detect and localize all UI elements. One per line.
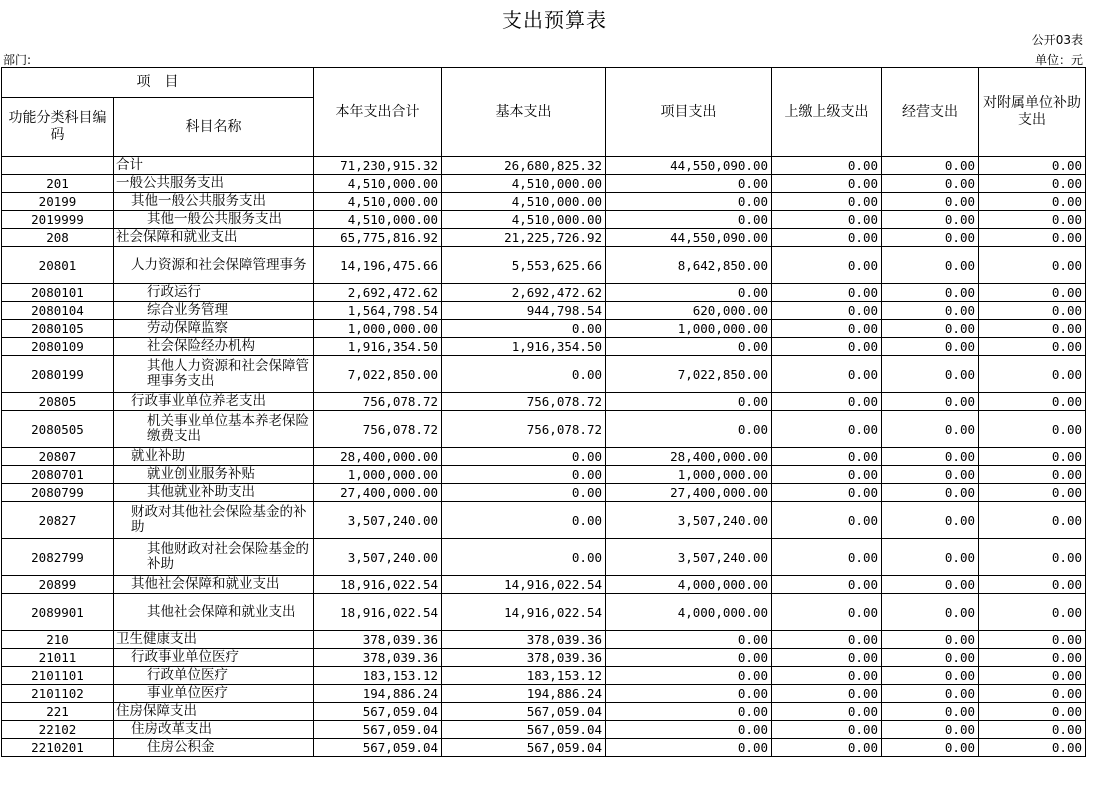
subject-name: 劳动保障监察 bbox=[114, 320, 314, 338]
subject-name: 财政对其他社会保险基金的补助 bbox=[114, 502, 314, 539]
upper-value: 0.00 bbox=[772, 466, 882, 484]
basic-value: 0.00 bbox=[442, 320, 606, 338]
total-value: 4,510,000.00 bbox=[314, 193, 442, 211]
upper-value: 0.00 bbox=[772, 631, 882, 649]
project-value: 27,400,000.00 bbox=[606, 484, 772, 502]
total-value: 3,507,240.00 bbox=[314, 502, 442, 539]
business-value: 0.00 bbox=[882, 649, 979, 667]
total-value: 3,507,240.00 bbox=[314, 539, 442, 576]
upper-value: 0.00 bbox=[772, 320, 882, 338]
table-row bbox=[2, 739, 1086, 757]
total-value: 4,510,000.00 bbox=[314, 175, 442, 193]
business-value: 0.00 bbox=[882, 302, 979, 320]
total-value: 18,916,022.54 bbox=[314, 594, 442, 631]
subject-name: 人力资源和社会保障管理事务 bbox=[114, 247, 314, 284]
business-value: 0.00 bbox=[882, 703, 979, 721]
subject-code: 2019999 bbox=[2, 211, 114, 229]
subsidy-value: 0.00 bbox=[979, 284, 1086, 302]
subsidy-value: 0.00 bbox=[979, 411, 1086, 448]
subject-name: 合计 bbox=[114, 157, 314, 175]
upper-value: 0.00 bbox=[772, 703, 882, 721]
header-upper: 上缴上级支出 bbox=[772, 68, 882, 157]
project-value: 7,022,850.00 bbox=[606, 356, 772, 393]
basic-value: 0.00 bbox=[442, 466, 606, 484]
total-value: 1,000,000.00 bbox=[314, 466, 442, 484]
total-value: 2,692,472.62 bbox=[314, 284, 442, 302]
table-row bbox=[2, 484, 1086, 502]
basic-value: 4,510,000.00 bbox=[442, 175, 606, 193]
subsidy-value: 0.00 bbox=[979, 393, 1086, 411]
budget-table bbox=[1, 67, 1086, 757]
subject-name: 机关事业单位基本养老保险缴费支出 bbox=[114, 411, 314, 448]
total-value: 567,059.04 bbox=[314, 703, 442, 721]
subsidy-value: 0.00 bbox=[979, 667, 1086, 685]
project-value: 44,550,090.00 bbox=[606, 229, 772, 247]
basic-value: 0.00 bbox=[442, 539, 606, 576]
project-value: 4,000,000.00 bbox=[606, 576, 772, 594]
subsidy-value: 0.00 bbox=[979, 247, 1086, 284]
table-row bbox=[2, 356, 1086, 393]
subsidy-value: 0.00 bbox=[979, 175, 1086, 193]
subject-name: 其他社会保障和就业支出 bbox=[114, 594, 314, 631]
project-value: 3,507,240.00 bbox=[606, 502, 772, 539]
subject-code: 2101102 bbox=[2, 685, 114, 703]
upper-value: 0.00 bbox=[772, 484, 882, 502]
subsidy-value: 0.00 bbox=[979, 356, 1086, 393]
basic-value: 14,916,022.54 bbox=[442, 576, 606, 594]
subject-name: 社会保障和就业支出 bbox=[114, 229, 314, 247]
basic-value: 14,916,022.54 bbox=[442, 594, 606, 631]
table-row bbox=[2, 284, 1086, 302]
business-value: 0.00 bbox=[882, 393, 979, 411]
project-value: 0.00 bbox=[606, 211, 772, 229]
table-row bbox=[2, 411, 1086, 448]
subject-code: 2080101 bbox=[2, 284, 114, 302]
upper-value: 0.00 bbox=[772, 649, 882, 667]
total-value: 14,196,475.66 bbox=[314, 247, 442, 284]
total-value: 1,916,354.50 bbox=[314, 338, 442, 356]
basic-value: 4,510,000.00 bbox=[442, 211, 606, 229]
project-value: 0.00 bbox=[606, 193, 772, 211]
upper-value: 0.00 bbox=[772, 539, 882, 576]
upper-value: 0.00 bbox=[772, 502, 882, 539]
business-value: 0.00 bbox=[882, 594, 979, 631]
subject-name: 综合业务管理 bbox=[114, 302, 314, 320]
subject-name: 其他财政对社会保险基金的补助 bbox=[114, 539, 314, 576]
total-value: 27,400,000.00 bbox=[314, 484, 442, 502]
business-value: 0.00 bbox=[882, 211, 979, 229]
subsidy-value: 0.00 bbox=[979, 484, 1086, 502]
project-value: 0.00 bbox=[606, 284, 772, 302]
basic-value: 378,039.36 bbox=[442, 631, 606, 649]
table-row bbox=[2, 649, 1086, 667]
subject-code: 2101101 bbox=[2, 667, 114, 685]
subsidy-value: 0.00 bbox=[979, 594, 1086, 631]
business-value: 0.00 bbox=[882, 631, 979, 649]
total-value: 7,022,850.00 bbox=[314, 356, 442, 393]
basic-value: 756,078.72 bbox=[442, 411, 606, 448]
table-row bbox=[2, 175, 1086, 193]
subsidy-value: 0.00 bbox=[979, 721, 1086, 739]
business-value: 0.00 bbox=[882, 667, 979, 685]
business-value: 0.00 bbox=[882, 576, 979, 594]
project-value: 28,400,000.00 bbox=[606, 448, 772, 466]
business-value: 0.00 bbox=[882, 284, 979, 302]
subject-name: 其他人力资源和社会保障管理事务支出 bbox=[114, 356, 314, 393]
subject-name: 行政单位医疗 bbox=[114, 667, 314, 685]
subsidy-value: 0.00 bbox=[979, 229, 1086, 247]
subject-name: 行政运行 bbox=[114, 284, 314, 302]
project-value: 0.00 bbox=[606, 175, 772, 193]
table-row bbox=[2, 393, 1086, 411]
department-label: 部门: bbox=[3, 53, 32, 67]
subject-code: 20807 bbox=[2, 448, 114, 466]
upper-value: 0.00 bbox=[772, 594, 882, 631]
business-value: 0.00 bbox=[882, 175, 979, 193]
subsidy-value: 0.00 bbox=[979, 685, 1086, 703]
project-value: 1,000,000.00 bbox=[606, 466, 772, 484]
subject-name: 卫生健康支出 bbox=[114, 631, 314, 649]
upper-value: 0.00 bbox=[772, 576, 882, 594]
business-value: 0.00 bbox=[882, 721, 979, 739]
upper-value: 0.00 bbox=[772, 175, 882, 193]
header-business: 经营支出 bbox=[882, 68, 979, 157]
subject-code: 20199 bbox=[2, 193, 114, 211]
upper-value: 0.00 bbox=[772, 739, 882, 757]
business-value: 0.00 bbox=[882, 193, 979, 211]
project-value: 0.00 bbox=[606, 649, 772, 667]
total-value: 71,230,915.32 bbox=[314, 157, 442, 175]
subject-name: 事业单位医疗 bbox=[114, 685, 314, 703]
subject-name: 行政事业单位医疗 bbox=[114, 649, 314, 667]
table-row bbox=[2, 211, 1086, 229]
basic-value: 5,553,625.66 bbox=[442, 247, 606, 284]
business-value: 0.00 bbox=[882, 229, 979, 247]
subject-code: 201 bbox=[2, 175, 114, 193]
table-row bbox=[2, 193, 1086, 211]
total-value: 4,510,000.00 bbox=[314, 211, 442, 229]
subject-code: 210 bbox=[2, 631, 114, 649]
subsidy-value: 0.00 bbox=[979, 539, 1086, 576]
upper-value: 0.00 bbox=[772, 393, 882, 411]
upper-value: 0.00 bbox=[772, 721, 882, 739]
project-value: 620,000.00 bbox=[606, 302, 772, 320]
business-value: 0.00 bbox=[882, 539, 979, 576]
business-value: 0.00 bbox=[882, 411, 979, 448]
table-row bbox=[2, 594, 1086, 631]
upper-value: 0.00 bbox=[772, 157, 882, 175]
table-row bbox=[2, 466, 1086, 484]
project-value: 0.00 bbox=[606, 721, 772, 739]
subsidy-value: 0.00 bbox=[979, 631, 1086, 649]
subsidy-value: 0.00 bbox=[979, 502, 1086, 539]
header-total: 本年支出合计 bbox=[314, 68, 442, 157]
basic-value: 21,225,726.92 bbox=[442, 229, 606, 247]
subsidy-value: 0.00 bbox=[979, 211, 1086, 229]
subject-name: 就业补助 bbox=[114, 448, 314, 466]
business-value: 0.00 bbox=[882, 338, 979, 356]
project-value: 0.00 bbox=[606, 739, 772, 757]
subject-name: 住房保障支出 bbox=[114, 703, 314, 721]
subject-code: 221 bbox=[2, 703, 114, 721]
total-value: 756,078.72 bbox=[314, 393, 442, 411]
subject-code: 2210201 bbox=[2, 739, 114, 757]
subsidy-value: 0.00 bbox=[979, 448, 1086, 466]
business-value: 0.00 bbox=[882, 484, 979, 502]
business-value: 0.00 bbox=[882, 685, 979, 703]
subject-name: 就业创业服务补贴 bbox=[114, 466, 314, 484]
upper-value: 0.00 bbox=[772, 356, 882, 393]
project-value: 0.00 bbox=[606, 393, 772, 411]
business-value: 0.00 bbox=[882, 466, 979, 484]
table-row bbox=[2, 157, 1086, 175]
project-value: 0.00 bbox=[606, 631, 772, 649]
form-number: 公开03表 bbox=[1031, 33, 1083, 47]
subject-name: 一般公共服务支出 bbox=[114, 175, 314, 193]
table-row bbox=[2, 685, 1086, 703]
upper-value: 0.00 bbox=[772, 247, 882, 284]
subject-code bbox=[2, 157, 114, 175]
project-value: 4,000,000.00 bbox=[606, 594, 772, 631]
basic-value: 194,886.24 bbox=[442, 685, 606, 703]
table-row bbox=[2, 703, 1086, 721]
subject-code: 2080505 bbox=[2, 411, 114, 448]
upper-value: 0.00 bbox=[772, 448, 882, 466]
basic-value: 0.00 bbox=[442, 484, 606, 502]
total-value: 567,059.04 bbox=[314, 739, 442, 757]
project-value: 3,507,240.00 bbox=[606, 539, 772, 576]
upper-value: 0.00 bbox=[772, 302, 882, 320]
table-row bbox=[2, 338, 1086, 356]
table-row bbox=[2, 631, 1086, 649]
basic-value: 0.00 bbox=[442, 502, 606, 539]
subsidy-value: 0.00 bbox=[979, 576, 1086, 594]
subject-code: 20827 bbox=[2, 502, 114, 539]
business-value: 0.00 bbox=[882, 739, 979, 757]
subject-name: 其他一般公共服务支出 bbox=[114, 193, 314, 211]
table-row bbox=[2, 576, 1086, 594]
subsidy-value: 0.00 bbox=[979, 302, 1086, 320]
subsidy-value: 0.00 bbox=[979, 739, 1086, 757]
project-value: 0.00 bbox=[606, 685, 772, 703]
table-row bbox=[2, 502, 1086, 539]
total-value: 65,775,816.92 bbox=[314, 229, 442, 247]
subsidy-value: 0.00 bbox=[979, 703, 1086, 721]
total-value: 183,153.12 bbox=[314, 667, 442, 685]
table-row bbox=[2, 721, 1086, 739]
basic-value: 4,510,000.00 bbox=[442, 193, 606, 211]
subject-name: 住房公积金 bbox=[114, 739, 314, 757]
business-value: 0.00 bbox=[882, 502, 979, 539]
subject-code: 2080199 bbox=[2, 356, 114, 393]
project-value: 1,000,000.00 bbox=[606, 320, 772, 338]
subject-code: 2080799 bbox=[2, 484, 114, 502]
subject-code: 20899 bbox=[2, 576, 114, 594]
basic-value: 26,680,825.32 bbox=[442, 157, 606, 175]
total-value: 567,059.04 bbox=[314, 721, 442, 739]
project-value: 0.00 bbox=[606, 411, 772, 448]
basic-value: 567,059.04 bbox=[442, 721, 606, 739]
table-row bbox=[2, 229, 1086, 247]
subsidy-value: 0.00 bbox=[979, 157, 1086, 175]
total-value: 18,916,022.54 bbox=[314, 576, 442, 594]
table-row bbox=[2, 320, 1086, 338]
subject-code: 2082799 bbox=[2, 539, 114, 576]
header-item: 项 目 bbox=[2, 68, 314, 98]
subject-name: 住房改革支出 bbox=[114, 721, 314, 739]
subject-code: 20801 bbox=[2, 247, 114, 284]
total-value: 1,564,798.54 bbox=[314, 302, 442, 320]
header-name: 科目名称 bbox=[114, 98, 314, 157]
upper-value: 0.00 bbox=[772, 193, 882, 211]
basic-value: 0.00 bbox=[442, 448, 606, 466]
business-value: 0.00 bbox=[882, 247, 979, 284]
subject-code: 21011 bbox=[2, 649, 114, 667]
business-value: 0.00 bbox=[882, 356, 979, 393]
basic-value: 567,059.04 bbox=[442, 739, 606, 757]
subject-name: 其他社会保障和就业支出 bbox=[114, 576, 314, 594]
total-value: 28,400,000.00 bbox=[314, 448, 442, 466]
unit-label: 单位：元 bbox=[1034, 53, 1083, 67]
total-value: 378,039.36 bbox=[314, 649, 442, 667]
subject-code: 2080104 bbox=[2, 302, 114, 320]
upper-value: 0.00 bbox=[772, 338, 882, 356]
upper-value: 0.00 bbox=[772, 229, 882, 247]
table-body bbox=[2, 157, 1086, 757]
subsidy-value: 0.00 bbox=[979, 338, 1086, 356]
basic-value: 0.00 bbox=[442, 356, 606, 393]
project-value: 8,642,850.00 bbox=[606, 247, 772, 284]
basic-value: 2,692,472.62 bbox=[442, 284, 606, 302]
total-value: 1,000,000.00 bbox=[314, 320, 442, 338]
upper-value: 0.00 bbox=[772, 211, 882, 229]
basic-value: 567,059.04 bbox=[442, 703, 606, 721]
total-value: 756,078.72 bbox=[314, 411, 442, 448]
subject-code: 2080701 bbox=[2, 466, 114, 484]
project-value: 44,550,090.00 bbox=[606, 157, 772, 175]
subject-code: 2080109 bbox=[2, 338, 114, 356]
subject-code: 20805 bbox=[2, 393, 114, 411]
page-title: 支出预算表 bbox=[502, 8, 607, 32]
upper-value: 0.00 bbox=[772, 284, 882, 302]
subject-name: 其他一般公共服务支出 bbox=[114, 211, 314, 229]
project-value: 0.00 bbox=[606, 667, 772, 685]
business-value: 0.00 bbox=[882, 320, 979, 338]
header-basic: 基本支出 bbox=[442, 68, 606, 157]
subsidy-value: 0.00 bbox=[979, 193, 1086, 211]
project-value: 0.00 bbox=[606, 338, 772, 356]
table-row bbox=[2, 247, 1086, 284]
subject-name: 其他就业补助支出 bbox=[114, 484, 314, 502]
project-value: 0.00 bbox=[606, 703, 772, 721]
subject-code: 208 bbox=[2, 229, 114, 247]
upper-value: 0.00 bbox=[772, 685, 882, 703]
basic-value: 183,153.12 bbox=[442, 667, 606, 685]
subsidy-value: 0.00 bbox=[979, 320, 1086, 338]
subject-name: 社会保险经办机构 bbox=[114, 338, 314, 356]
subject-name: 行政事业单位养老支出 bbox=[114, 393, 314, 411]
header-subsidy: 对附属单位补助支出 bbox=[979, 68, 1086, 157]
subsidy-value: 0.00 bbox=[979, 649, 1086, 667]
business-value: 0.00 bbox=[882, 157, 979, 175]
table-row bbox=[2, 448, 1086, 466]
table-row bbox=[2, 667, 1086, 685]
upper-value: 0.00 bbox=[772, 411, 882, 448]
subsidy-value: 0.00 bbox=[979, 466, 1086, 484]
basic-value: 944,798.54 bbox=[442, 302, 606, 320]
header-project: 项目支出 bbox=[606, 68, 772, 157]
upper-value: 0.00 bbox=[772, 667, 882, 685]
basic-value: 756,078.72 bbox=[442, 393, 606, 411]
total-value: 194,886.24 bbox=[314, 685, 442, 703]
subject-code: 2080105 bbox=[2, 320, 114, 338]
header-code: 功能分类科目编码 bbox=[2, 98, 114, 157]
table-row bbox=[2, 302, 1086, 320]
business-value: 0.00 bbox=[882, 448, 979, 466]
total-value: 378,039.36 bbox=[314, 631, 442, 649]
basic-value: 378,039.36 bbox=[442, 649, 606, 667]
subject-code: 22102 bbox=[2, 721, 114, 739]
subject-code: 2089901 bbox=[2, 594, 114, 631]
table-row bbox=[2, 539, 1086, 576]
basic-value: 1,916,354.50 bbox=[442, 338, 606, 356]
